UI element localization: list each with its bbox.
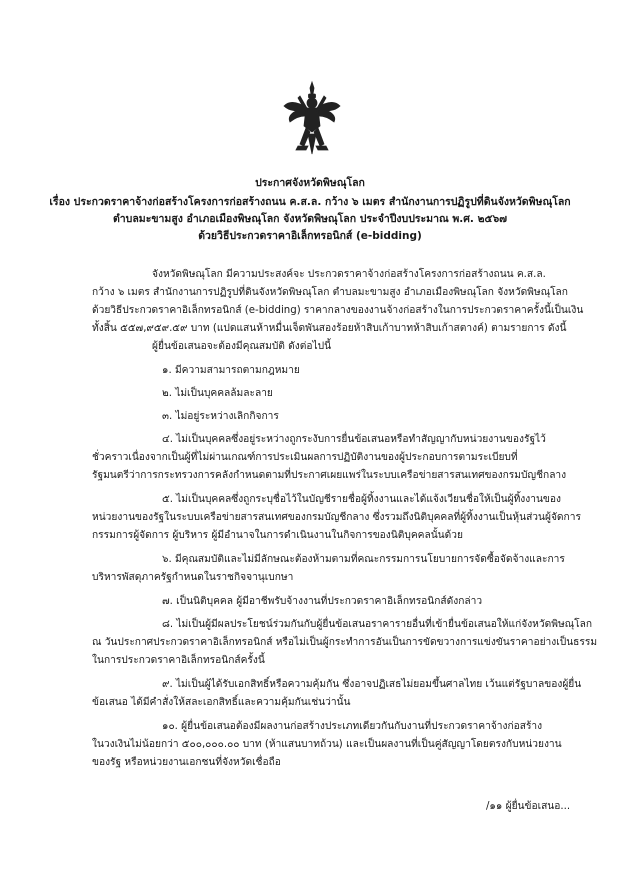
item-5-line-1: ๕. ไม่เป็นบุคคลซึ่งถูกระบุชื่อไว้ในบัญชีรายชื่อผู้ทิ้งงานและได้แจ้งเวียนชื่อให้เป็นผู้ทิ้งงานของ [162, 494, 561, 505]
para-1-line-4: ทั้งสิ้น ๕๕๗,๙๕๙.๕๙ บาท (แปดแสนห้าหมื่นเจ็ดพันสองร้อยห้าสิบเก้าบาทห้าสิบเก้าสตางค์) ตามรายการ ดังนี้ [92, 323, 567, 334]
item-10-line-1: ๑๐. ผู้ยื่นข้อเสนอต้องมีผลงานก่อสร้างประเภทเดียวกันกับงานที่ประกวดราคาจ้างก่อสร้าง [162, 721, 543, 732]
qualification-intro: ผู้ยื่นข้อเสนอจะต้องมีคุณสมบัติ ดังต่อไปนี้ [152, 341, 332, 352]
item-8-line-2: ณ วันประกาศประกวดราคาอิเล็กทรอนิกส์ หรือไม่เป็นผู้กระทำการอันเป็นการขัดขวางการแข่งขันราคาอย่างเป็นธรรม [92, 637, 598, 648]
item-9-line-2: ข้อเสนอ ได้มีคำสั่งให้สละเอกสิทธิ์และความคุ้มกันเช่นว่านั้น [92, 697, 351, 708]
item-6-line-2: บริหารพัสดุภาครัฐกำหนดในราชกิจจานุเบกษา [92, 572, 294, 583]
subject-line-1: เรื่อง ประกวดราคาจ้างก่อสร้างโครงการก่อสร้างถนน ค.ส.ล. กว้าง ๖ เมตร สำนักงานการปฏิรูปที่ดินจังหวัดพิษณุโลก [49, 196, 571, 208]
announcement-org: ประกาศจังหวัดพิษณุโลก [255, 177, 365, 189]
para-1-line-3: ด้วยวิธีประกวดราคาอิเล็กทรอนิกส์ (e-bidding) ราคากลางของงานจ้างก่อสร้างในการประกวดราคาครั้งนี้เป็นเงิน [92, 305, 584, 316]
item-8-line-3: ในการประกวดราคาอิเล็กทรอนิกส์ครั้งนี้ [92, 655, 265, 666]
garuda-emblem-icon [282, 80, 342, 160]
item-2: ๒. ไม่เป็นบุคคลล้มละลาย [162, 388, 273, 399]
continuation-note: /๑๑ ผู้ยื่นข้อเสนอ... [486, 801, 571, 812]
item-10-line-2: ในวงเงินไม่น้อยกว่า ๕๐๐,๐๐๐.๐๐ บาท (ห้าแสนบาทถ้วน) และเป็นผลงานที่เป็นคู่สัญญาโดยตรงกับหน่วยงาน [92, 739, 562, 750]
item-3: ๓. ไม่อยู่ระหว่างเลิกกิจการ [162, 411, 279, 422]
item-9-line-1: ๙. ไม่เป็นผู้ได้รับเอกสิทธิ์หรือความคุ้มกัน ซึ่งอาจปฏิเสธไม่ยอมขึ้นศาลไทย เว้นแต่รัฐบาลของผู้ยื่น [162, 679, 582, 690]
item-6-line-1: ๖. มีคุณสมบัติและไม่มีลักษณะต้องห้ามตามที่คณะกรรมการนโยบายการจัดซื้อจัดจ้างและการ [162, 554, 565, 565]
subject-line-2: ตำบลมะขามสูง อำเภอเมืองพิษณุโลก จังหวัดพิษณุโลก ประจำปีงบประมาณ พ.ศ. ๒๕๖๗ [112, 213, 508, 225]
item-8-line-1: ๘. ไม่เป็นผู้มีผลประโยชน์ร่วมกันกับผู้ยื่นข้อเสนอราคารายอื่นที่เข้ายื่นข้อเสนอให้แก่จังหวัดพิษณุโลก [162, 619, 592, 630]
item-4-line-3: รัฐมนตรีว่าการกระทรวงการคลังกำหนดตามที่ประกาศเผยแพร่ในระบบเครือข่ายสารสนเทศของกรมบัญชีกลาง [92, 470, 567, 481]
item-4-line-1: ๔. ไม่เป็นบุคคลซึ่งอยู่ระหว่างถูกระงับการยื่นข้อเสนอหรือทำสัญญากับหน่วยงานของรัฐไว้ [162, 434, 546, 445]
para-1-line-2: กว้าง ๖ เมตร สำนักงานการปฏิรูปที่ดินจังหวัดพิษณุโลก ตำบลมะขามสูง อำเภอเมืองพิษณุโลก จังหวัดพิษณุโลก [92, 287, 568, 298]
para-1-line-1: จังหวัดพิษณุโลก มีความประสงค์จะ ประกวดราคาจ้างก่อสร้างโครงการก่อสร้างถนน ค.ส.ล. [152, 269, 546, 280]
item-5-line-3: กรรมการผู้จัดการ ผู้บริหาร ผู้มีอำนาจในการดำเนินงานในกิจการของนิติบุคคลนั้นด้วย [92, 530, 463, 541]
item-4-line-2: ชั่วคราวเนื่องจากเป็นผู้ที่ไม่ผ่านเกณฑ์การประเมินผลการปฏิบัติงานของผู้ประกอบการตามระเบียบที่ [92, 452, 518, 463]
item-1: ๑. มีความสามารถตามกฎหมาย [162, 365, 300, 376]
item-7: ๗. เป็นนิติบุคคล ผู้มีอาชีพรับจ้างงานที่ประกวดราคาอิเล็กทรอนิกส์ดังกล่าว [162, 596, 483, 607]
item-10-line-3: ของรัฐ หรือหน่วยงานเอกชนที่จังหวัดเชื่อถือ [92, 757, 281, 768]
item-5-line-2: หน่วยงานของรัฐในระบบเครือข่ายสารสนเทศของกรมบัญชีกลาง ซึ่งรวมถึงนิติบุคคลที่ผู้ทิ้งงานเป็นหุ้นส่วนผู้จัดการ [92, 512, 581, 523]
subject-line-3: ด้วยวิธีประกวดราคาอิเล็กทรอนิกส์ (e-bidding) [198, 230, 422, 242]
